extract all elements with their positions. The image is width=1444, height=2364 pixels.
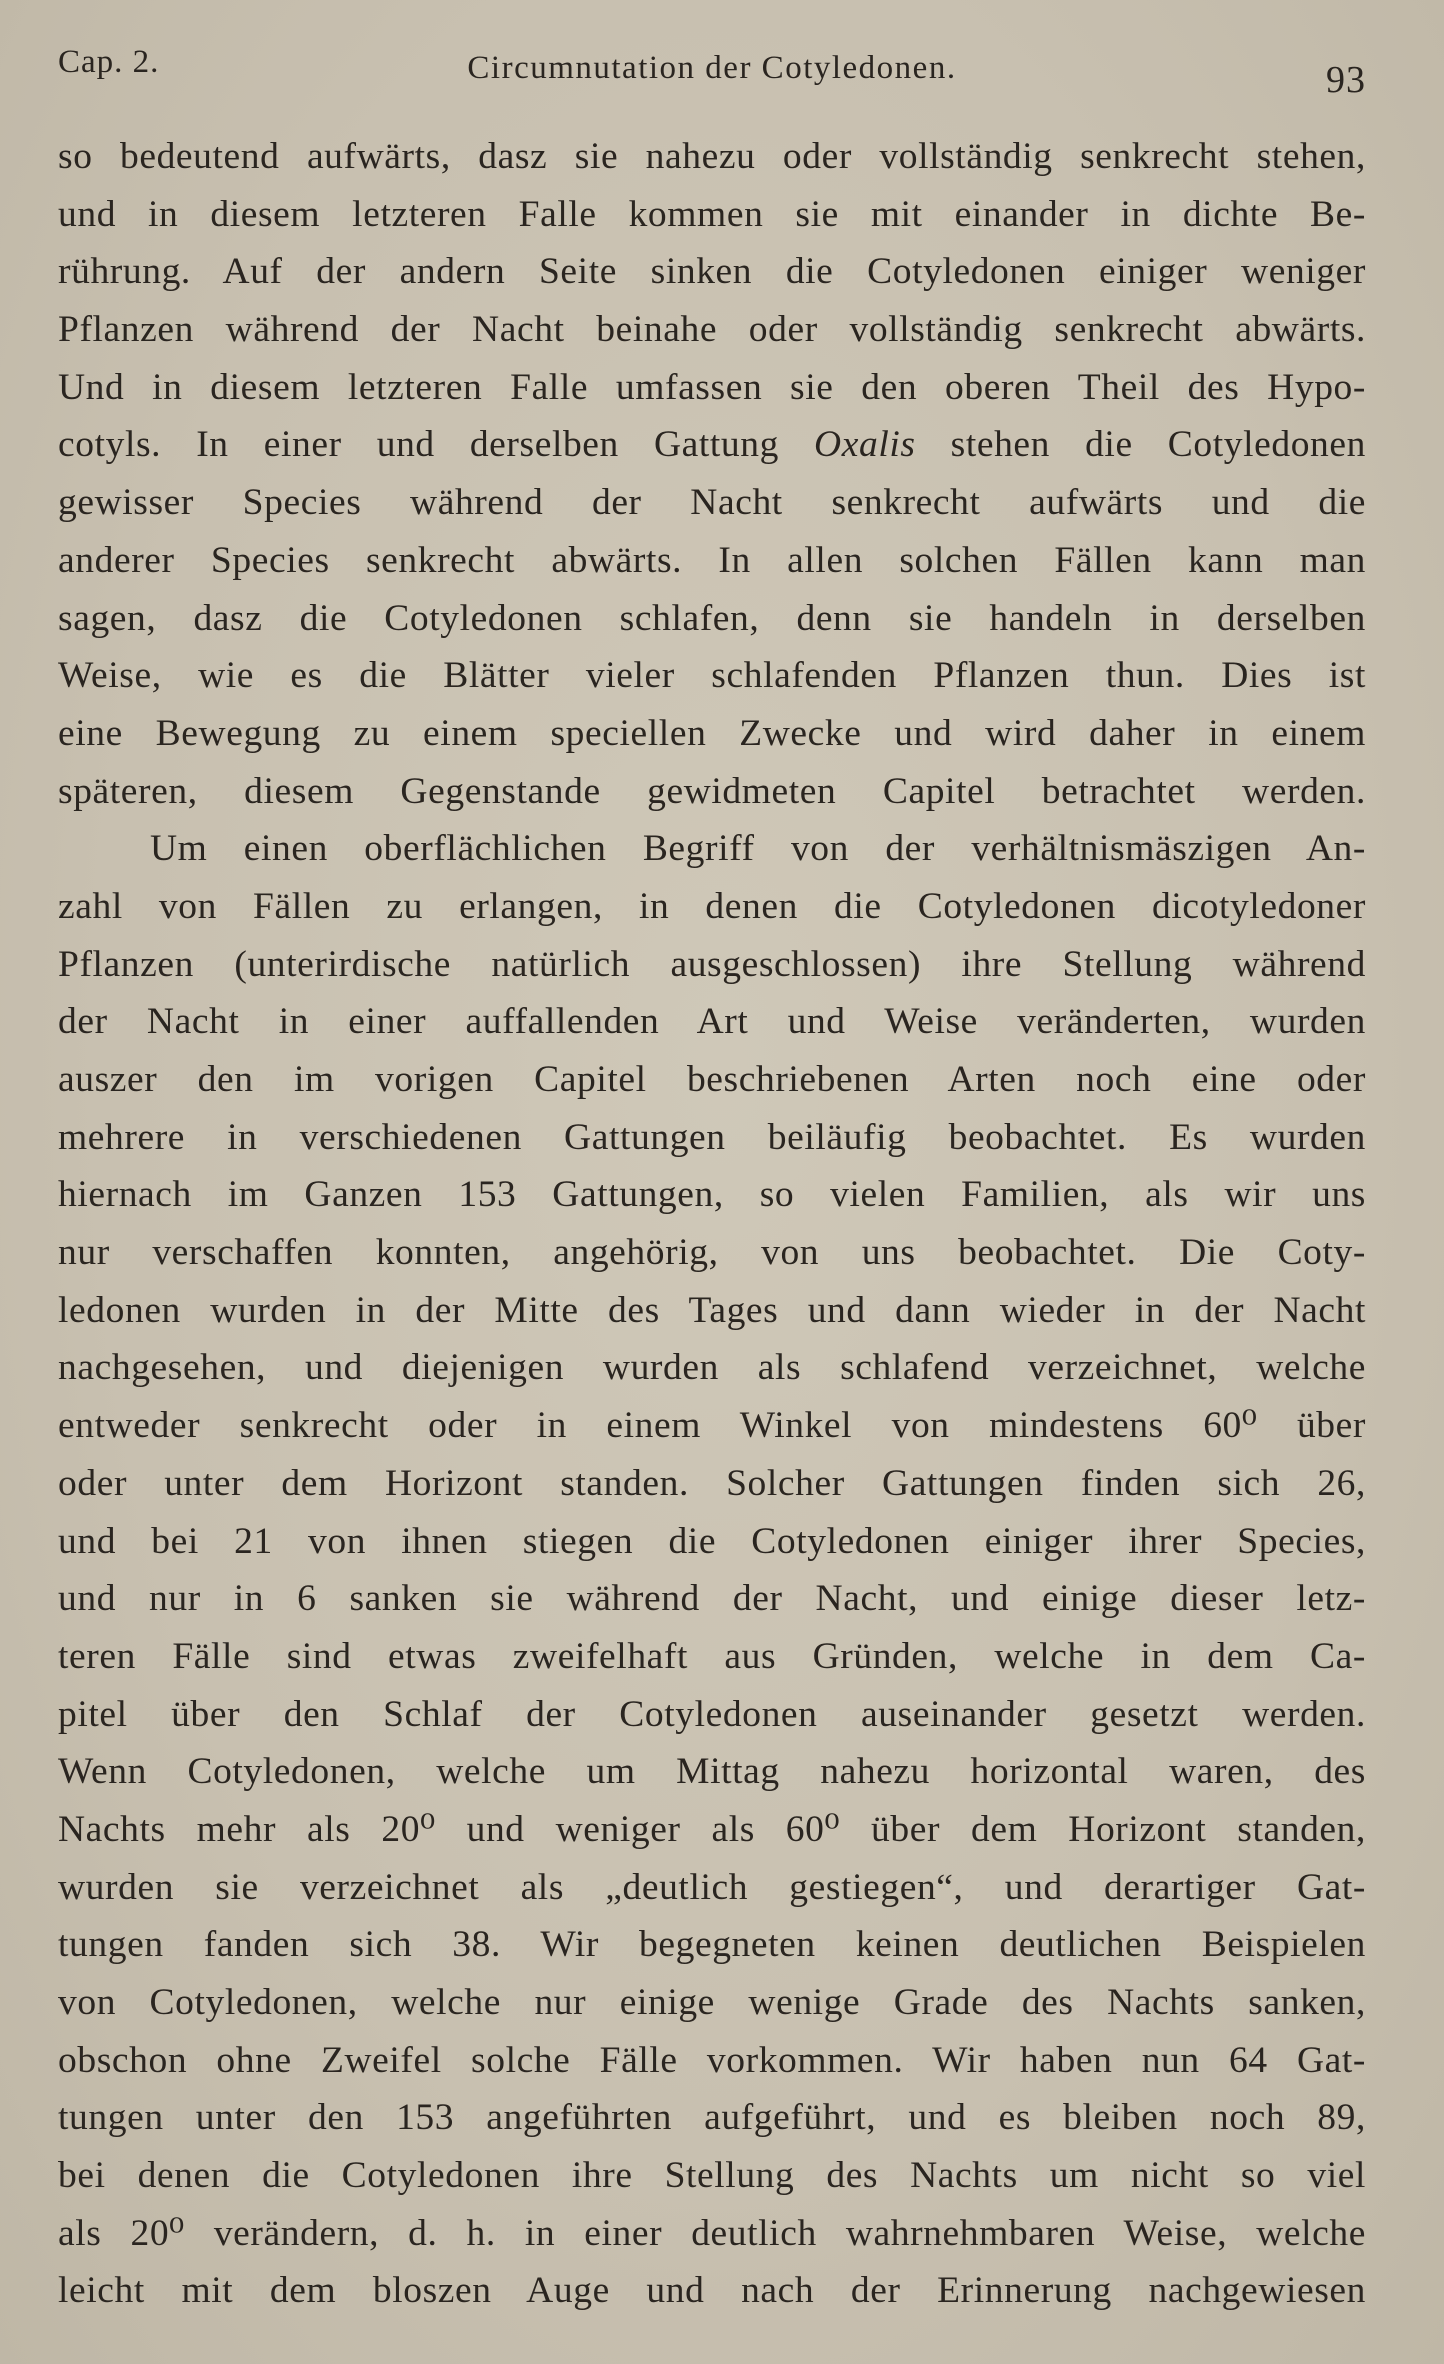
text-line: und nur in 6 sanken sie während der Nacht, und einige dieser letz- xyxy=(58,1578,1366,1620)
text-line: hiernach im Ganzen 153 Gattungen, so vielen Familien, als wir uns xyxy=(58,1174,1366,1216)
text-line: anderer Species senkrecht abwärts. In allen solchen Fällen kann man xyxy=(58,539,1366,581)
text-line: oder unter dem Horizont standen. Solcher Gattungen finden sich 26, xyxy=(58,1462,1366,1504)
text-line: cotyls. In einer und derselben Gattung Oxalis stehen die Cotyledonen xyxy=(58,424,1366,466)
text-line: Und in diesem letzteren Falle umfassen sie den oberen Theil des Hypo- xyxy=(58,366,1366,408)
text-line: nur verschaffen konnten, angehörig, von uns beobachtet. Die Coty- xyxy=(58,1232,1366,1274)
text-line: und in diesem letzteren Falle kommen sie mit einander in dichte Be- xyxy=(58,193,1366,235)
text-line: späteren, diesem Gegenstande gewidmeten Capitel betrachtet werden. xyxy=(58,770,1366,812)
text-line: Pflanzen während der Nacht beinahe oder vollständig senkrecht abwärts. xyxy=(58,309,1366,351)
body-text xyxy=(58,128,1366,2320)
text-line: der Nacht in einer auffallenden Art und Weise veränderten, wurden xyxy=(58,1001,1366,1043)
text-line: wurden sie verzeichnet als „deutlich gestiegen“, und derartiger Gat- xyxy=(58,1866,1366,1908)
chapter-label: Cap. 2. xyxy=(58,44,160,80)
text-line: sagen, dasz die Cotyledonen schlafen, denn sie handeln in derselben xyxy=(58,597,1366,639)
italic-genus-name: Oxalis xyxy=(814,424,916,466)
text-line: Nachts mehr als 20⁰ und weniger als 60⁰ über dem Horizont standen, xyxy=(58,1808,1366,1850)
text-line: obschon ohne Zweifel solche Fälle vorkommen. Wir haben nun 64 Gat- xyxy=(58,2039,1366,2081)
text-line: teren Fälle sind etwas zweifelhaft aus Gründen, welche in dem Ca- xyxy=(58,1635,1366,1677)
text-line: von Cotyledonen, welche nur einige wenige Grade des Nachts sanken, xyxy=(58,1982,1366,2023)
text-line: auszer den im vorigen Capitel beschriebenen Arten noch eine oder xyxy=(58,1059,1366,1100)
running-header xyxy=(58,40,1366,100)
text-line: ledonen wurden in der Mitte des Tages und dann wieder in der Nacht xyxy=(58,1289,1366,1331)
text-line: tungen fanden sich 38. Wir begegneten keinen deutlichen Beispielen xyxy=(58,1924,1366,1966)
text-line: Um einen oberflächlichen Begriff von der verhältnismäszigen An- xyxy=(150,828,1366,870)
page-number: 93 xyxy=(1326,59,1366,101)
text-line: und bei 21 von ihnen stiegen die Cotyledonen einiger ihrer Species, xyxy=(58,1520,1366,1562)
text-line: tungen unter den 153 angeführten aufgeführt, und es bleiben noch 89, xyxy=(58,2097,1366,2139)
text-line: nachgesehen, und diejenigen wurden als schlafend verzeichnet, welche xyxy=(58,1347,1366,1389)
text-line: rührung. Auf der andern Seite sinken die Cotyledonen einiger weniger xyxy=(58,251,1366,293)
text-line: mehrere in verschiedenen Gattungen beiläufig beobachtet. Es wurden xyxy=(58,1116,1366,1158)
text-line: Weise, wie es die Blätter vieler schlafenden Pflanzen thun. Dies ist xyxy=(58,655,1366,697)
text-line: zahl von Fällen zu erlangen, in denen die Cotyledonen dicotyledoner xyxy=(58,885,1366,927)
text-line: gewisser Species während der Nacht senkrecht aufwärts und die xyxy=(58,482,1366,524)
text-line: bei denen die Cotyledonen ihre Stellung des Nachts um nicht so viel xyxy=(58,2155,1366,2197)
text-line: Wenn Cotyledonen, welche um Mittag nahezu horizontal waren, des xyxy=(58,1751,1366,1793)
text-line: leicht mit dem bloszen Auge und nach der Erinnerung nachgewiesen xyxy=(58,2270,1366,2312)
text-line: so bedeutend aufwärts, dasz sie nahezu oder vollständig senkrecht stehen, xyxy=(58,136,1366,177)
text-line: Pflanzen (unterirdische natürlich ausgeschlossen) ihre Stellung während xyxy=(58,943,1366,985)
text-line: als 20⁰ verändern, d. h. in einer deutlich wahrnehmbaren Weise, welche xyxy=(58,2212,1366,2254)
running-title: Circumnutation der Cotyledonen. xyxy=(467,50,957,86)
text-line: eine Bewegung zu einem speciellen Zwecke und wird daher in einem xyxy=(58,712,1366,754)
text-line: pitel über den Schlaf der Cotyledonen auseinander gesetzt werden. xyxy=(58,1693,1366,1735)
text-line: entweder senkrecht oder in einem Winkel von mindestens 60⁰ über xyxy=(58,1405,1366,1447)
